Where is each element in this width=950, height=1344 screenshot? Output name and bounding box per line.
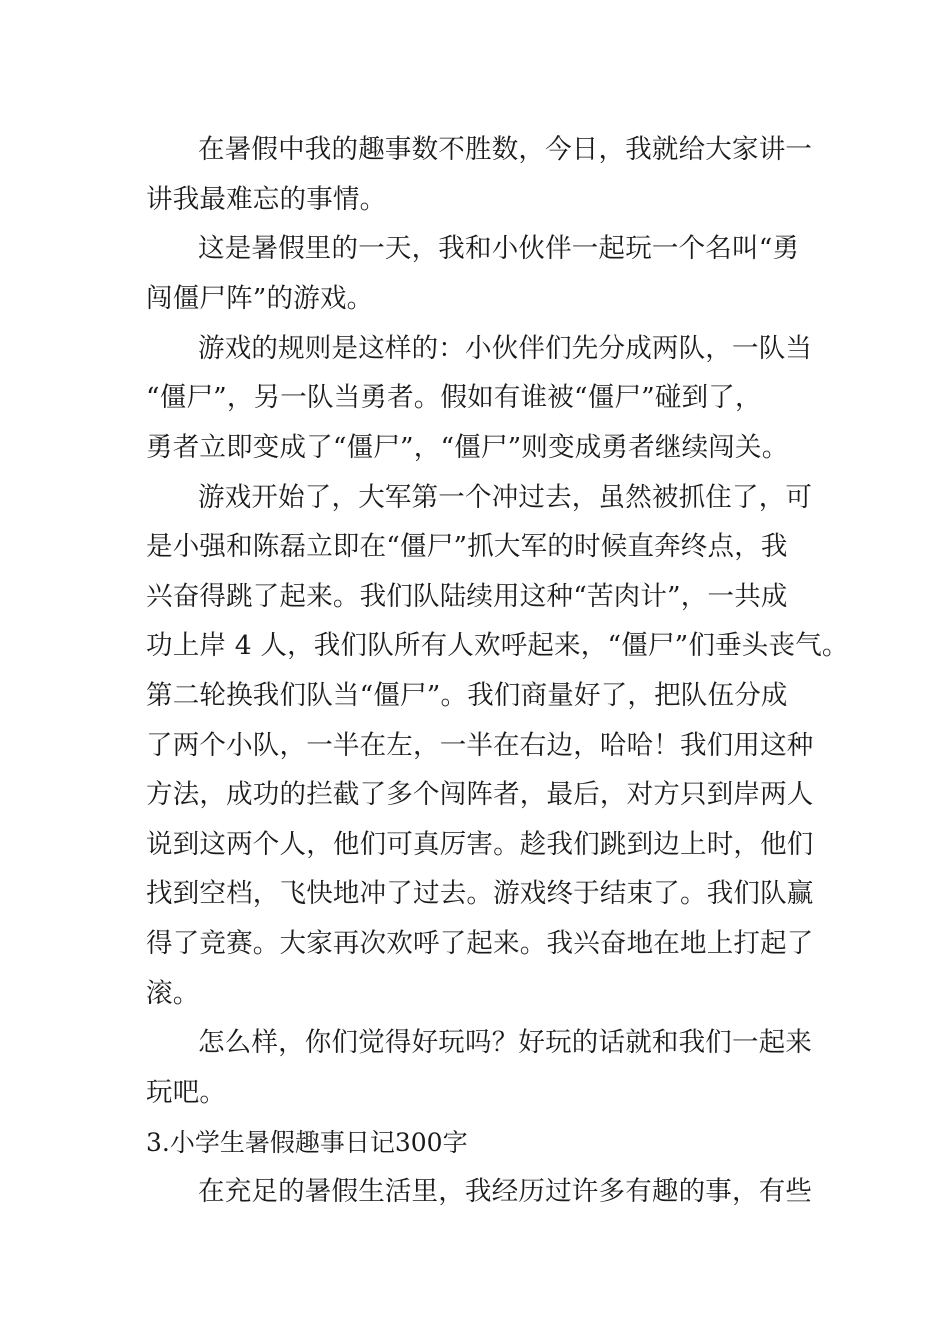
paragraph-6-line-1: 在充足的暑假生活里，我经历过许多有趣的事，有些 <box>198 1176 813 1207</box>
paragraph-1-line-1: 在暑假中我的趣事数不胜数，今日，我就给大家讲一 <box>198 134 813 165</box>
paragraph-5-line-1: 怎么样，你们觉得好玩吗？好玩的话就和我们一起来 <box>198 1027 813 1058</box>
paragraph-5-line-2: 玩吧。 <box>146 1077 227 1108</box>
paragraph-4-line-1: 游戏开始了，大军第一个冲过去，虽然被抓住了，可 <box>198 482 813 513</box>
paragraph-4-line-4: 功上岸 4 人，我们队所有人欢呼起来，“僵尸”们垂头丧气。 <box>146 630 849 661</box>
paragraph-4-line-7: 方法，成功的拦截了多个闯阵者，最后，对方只到岸两人 <box>146 779 814 810</box>
paragraph-4-line-8: 说到这两个人，他们可真厉害。趁我们跳到边上时，他们 <box>146 829 814 860</box>
paragraph-4-line-6: 了两个小队，一半在左，一半在右边，哈哈！我们用这种 <box>146 730 814 761</box>
paragraph-4-line-9: 找到空档，飞快地冲了过去。游戏终于结束了。我们队赢 <box>146 878 814 909</box>
paragraph-3-line-1: 游戏的规则是这样的：小伙伴们先分成两队，一队当 <box>198 333 813 364</box>
paragraph-1-line-2: 讲我最难忘的事情。 <box>146 184 387 215</box>
paragraph-4-line-5: 第二轮换我们队当“僵尸”。我们商量好了，把队伍分成 <box>146 680 788 711</box>
paragraph-4-line-2: 是小强和陈磊立即在“僵尸”抓大军的时候直奔终点，我 <box>146 531 788 562</box>
paragraph-2-line-1: 这是暑假里的一天，我和小伙伴一起玩一个名叫“勇 <box>198 233 800 264</box>
paragraph-4-line-3: 兴奋得跳了起来。我们队陆续用这种“苦肉计”，一共成 <box>146 581 788 612</box>
paragraph-4-line-11: 滚。 <box>146 978 200 1009</box>
paragraph-2-line-2: 闯僵尸阵”的游戏。 <box>146 283 374 314</box>
section-heading: 3.小学生暑假趣事日记300字 <box>146 1128 468 1157</box>
paragraph-3-line-2: “僵尸”，另一队当勇者。假如有谁被“僵尸”碰到了， <box>146 382 762 413</box>
paragraph-3-line-3: 勇者立即变成了“僵尸”，“僵尸”则变成勇者继续闯关。 <box>146 432 789 463</box>
paragraph-4-line-10: 得了竞赛。大家再次欢呼了起来。我兴奋地在地上打起了 <box>146 928 814 959</box>
